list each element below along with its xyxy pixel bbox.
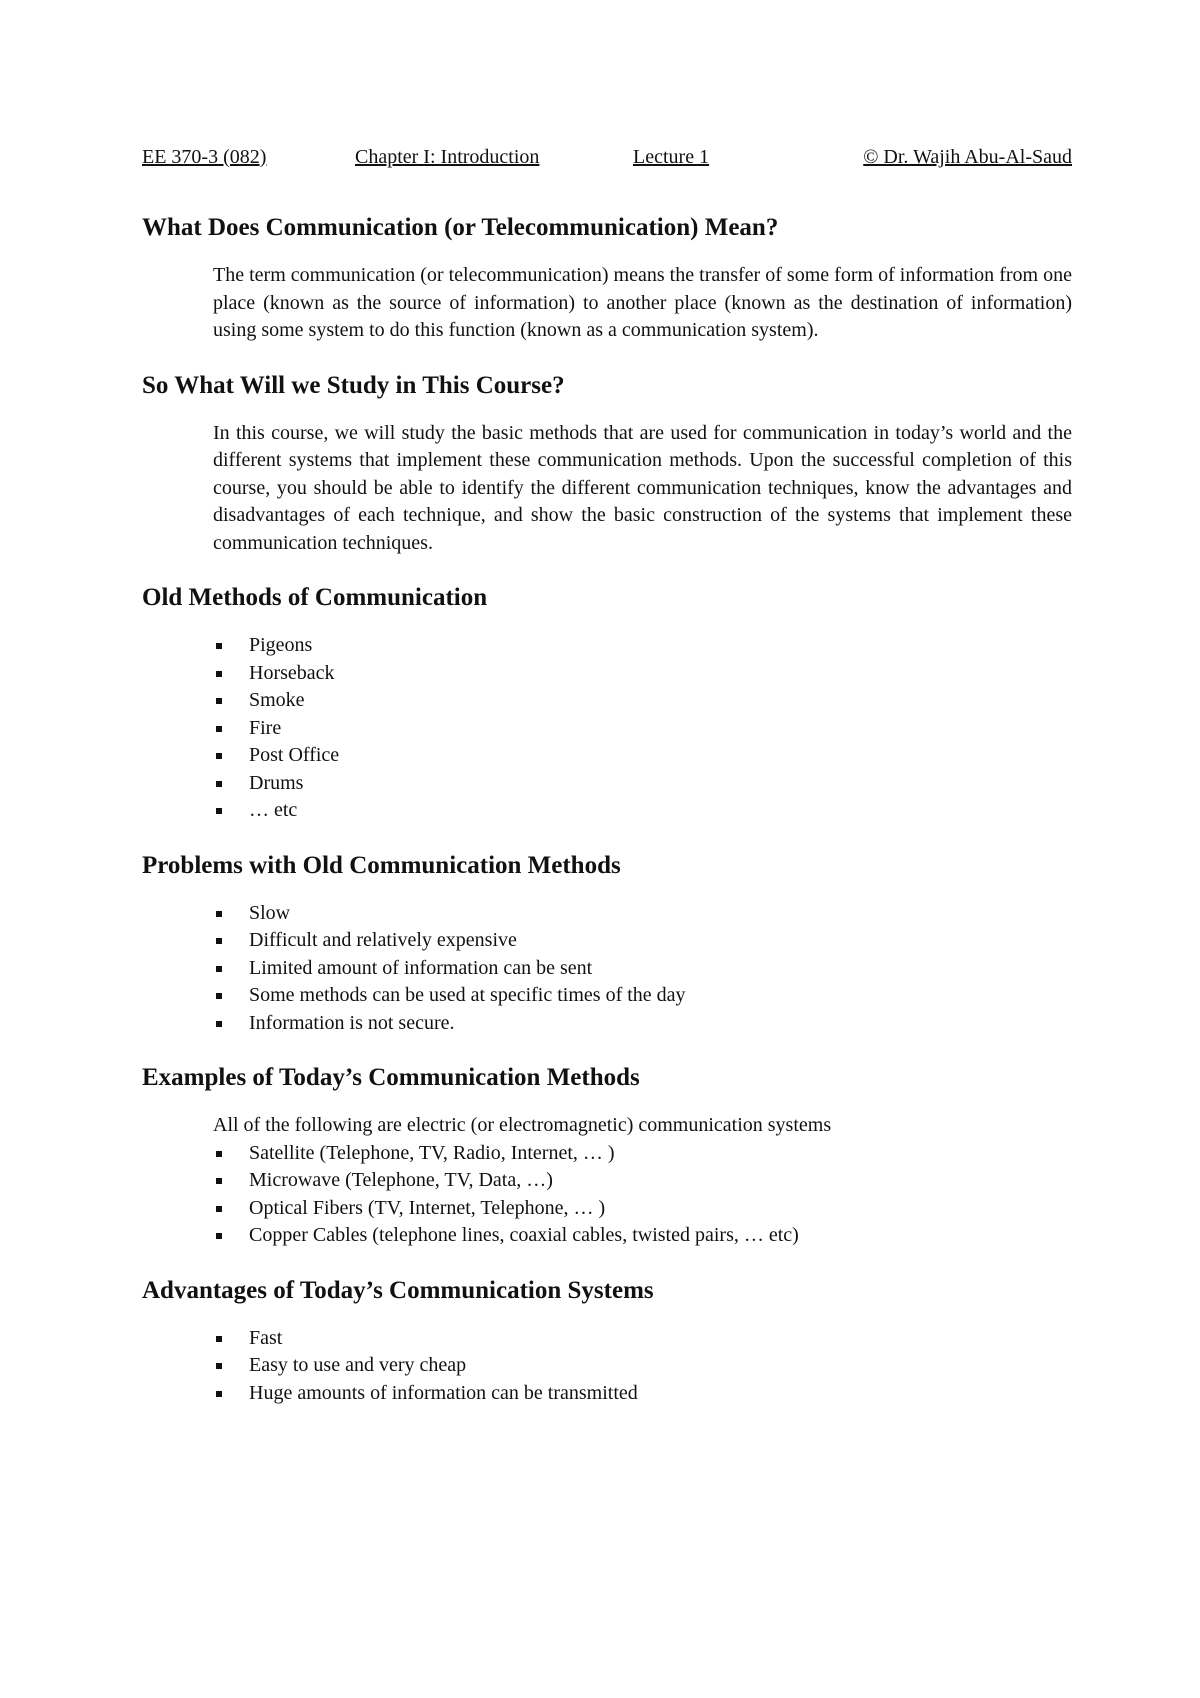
list-item: Slow: [213, 900, 1072, 928]
list-item: Information is not secure.: [213, 1010, 1072, 1038]
section-old-methods: [142, 578, 1072, 825]
list-item: Smoke: [213, 687, 1072, 715]
section-problems: [142, 846, 1072, 1038]
section-meaning: [142, 208, 1072, 345]
document-body: [142, 208, 1072, 1428]
list-item: Drums: [213, 770, 1072, 798]
header-lecture: Lecture 1: [633, 146, 710, 168]
list-item: Pigeons: [213, 632, 1072, 660]
list-item: Post Office: [213, 742, 1072, 770]
section-heading: Examples of Today’s Communication Methods: [142, 1064, 640, 1091]
list-item: Microwave (Telephone, TV, Data, …): [213, 1167, 1072, 1195]
section-heading: What Does Communication (or Telecommunication) Mean?: [142, 214, 779, 241]
section-heading: So What Will we Study in This Course?: [142, 371, 565, 399]
section-paragraph: In this course, we will study the basic methods that are used for communication in today’s world and the different systems that implement these communication methods. Upon the successful completion of this course, you should be able to identify the different communication techniques, know the advantages and disadvantages of each technique, and show the basic construction of the systems that implement these communication techniques.: [213, 421, 1072, 554]
list-item: Difficult and relatively expensive: [213, 927, 1072, 955]
page-header: [142, 146, 1072, 172]
bullet-list: [213, 1325, 1072, 1408]
list-item: Optical Fibers (TV, Internet, Telephone, … ): [213, 1195, 1072, 1223]
list-item: Copper Cables (telephone lines, coaxial cables, twisted pairs, … etc): [213, 1222, 1072, 1250]
section-intro: All of the following are electric (or electromagnetic) communication systems: [213, 1114, 832, 1136]
section-advantages: [142, 1271, 1072, 1408]
section-study: [142, 366, 1072, 558]
list-item: … etc: [213, 797, 1072, 825]
section-heading: Old Methods of Communication: [142, 584, 488, 611]
section-paragraph: The term communication (or telecommunication) means the transfer of some form of information from one place (known as the source of information) to another place (known as the destination of information) using some system to do this function (known as a communication system).: [213, 264, 1072, 341]
section-examples: [142, 1058, 1072, 1250]
list-item: Some methods can be used at specific times of the day: [213, 982, 1072, 1010]
bullet-list: [213, 1140, 1072, 1250]
list-item: Easy to use and very cheap: [213, 1352, 1072, 1380]
list-item: Fast: [213, 1325, 1072, 1353]
list-item: Limited amount of information can be sent: [213, 955, 1072, 983]
bullet-list: [213, 900, 1072, 1038]
list-item: Satellite (Telephone, TV, Radio, Internet, … ): [213, 1140, 1072, 1168]
list-item: Fire: [213, 715, 1072, 743]
header-course: EE 370-3 (082): [142, 146, 267, 168]
bullet-list: [213, 632, 1072, 825]
section-heading: Problems with Old Communication Methods: [142, 851, 621, 879]
header-chapter: Chapter I: Introduction: [355, 146, 540, 168]
list-item: Huge amounts of information can be transmitted: [213, 1380, 1072, 1408]
section-heading: Advantages of Today’s Communication Systems: [142, 1276, 654, 1304]
list-item: Horseback: [213, 660, 1072, 688]
header-author: © Dr. Wajih Abu-Al-Saud: [863, 146, 1072, 168]
